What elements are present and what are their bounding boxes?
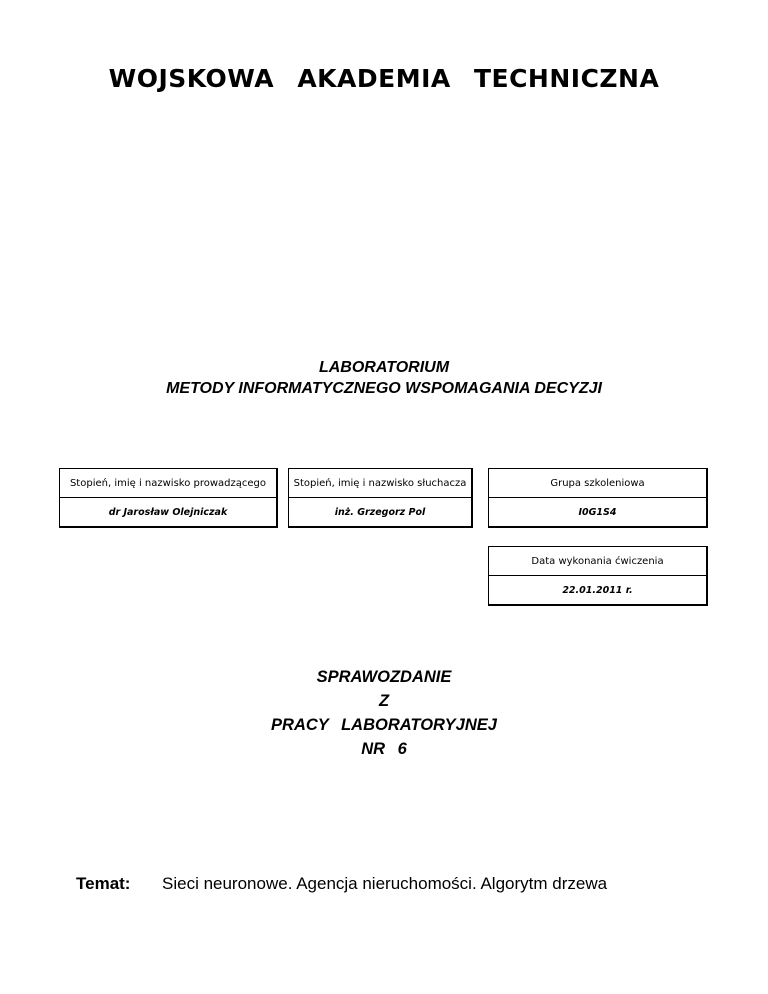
- student-box: [288, 468, 473, 528]
- institution-title: WOJSKOWA AKADEMIA TECHNICZNA: [108, 64, 660, 93]
- student-value: inż. Grzegorz Pol: [334, 506, 426, 518]
- group-box: [488, 468, 708, 528]
- instructor-box: [59, 468, 278, 528]
- group-label: Grupa szkoleniowa: [489, 469, 706, 498]
- topic-label: Temat:: [76, 874, 131, 893]
- date-value: 22.01.2011 r.: [562, 584, 633, 596]
- student-label: Stopień, imię i nazwisko słuchacza: [289, 469, 471, 498]
- report-line-z: Z: [378, 692, 390, 710]
- lab-subject: METODY INFORMATYCZNEGO WSPOMAGANIA DECYZJI: [166, 380, 602, 397]
- date-label: Data wykonania ćwiczenia: [489, 547, 706, 576]
- date-box: [488, 546, 708, 606]
- group-value: I0G1S4: [578, 506, 617, 518]
- report-title: SPRAWOZDANIE: [316, 668, 452, 686]
- report-number: NR 6: [361, 740, 407, 758]
- lab-title: LABORATORIUM: [318, 359, 450, 376]
- report-line-work: PRACY LABORATORYJNEJ: [271, 716, 497, 734]
- instructor-label: Stopień, imię i nazwisko prowadzącego: [60, 469, 276, 498]
- topic-text: Sieci neuronowe. Agencja nieruchomości. Algorytm drzewa: [162, 874, 608, 893]
- instructor-value: dr Jarosław Olejniczak: [108, 506, 228, 518]
